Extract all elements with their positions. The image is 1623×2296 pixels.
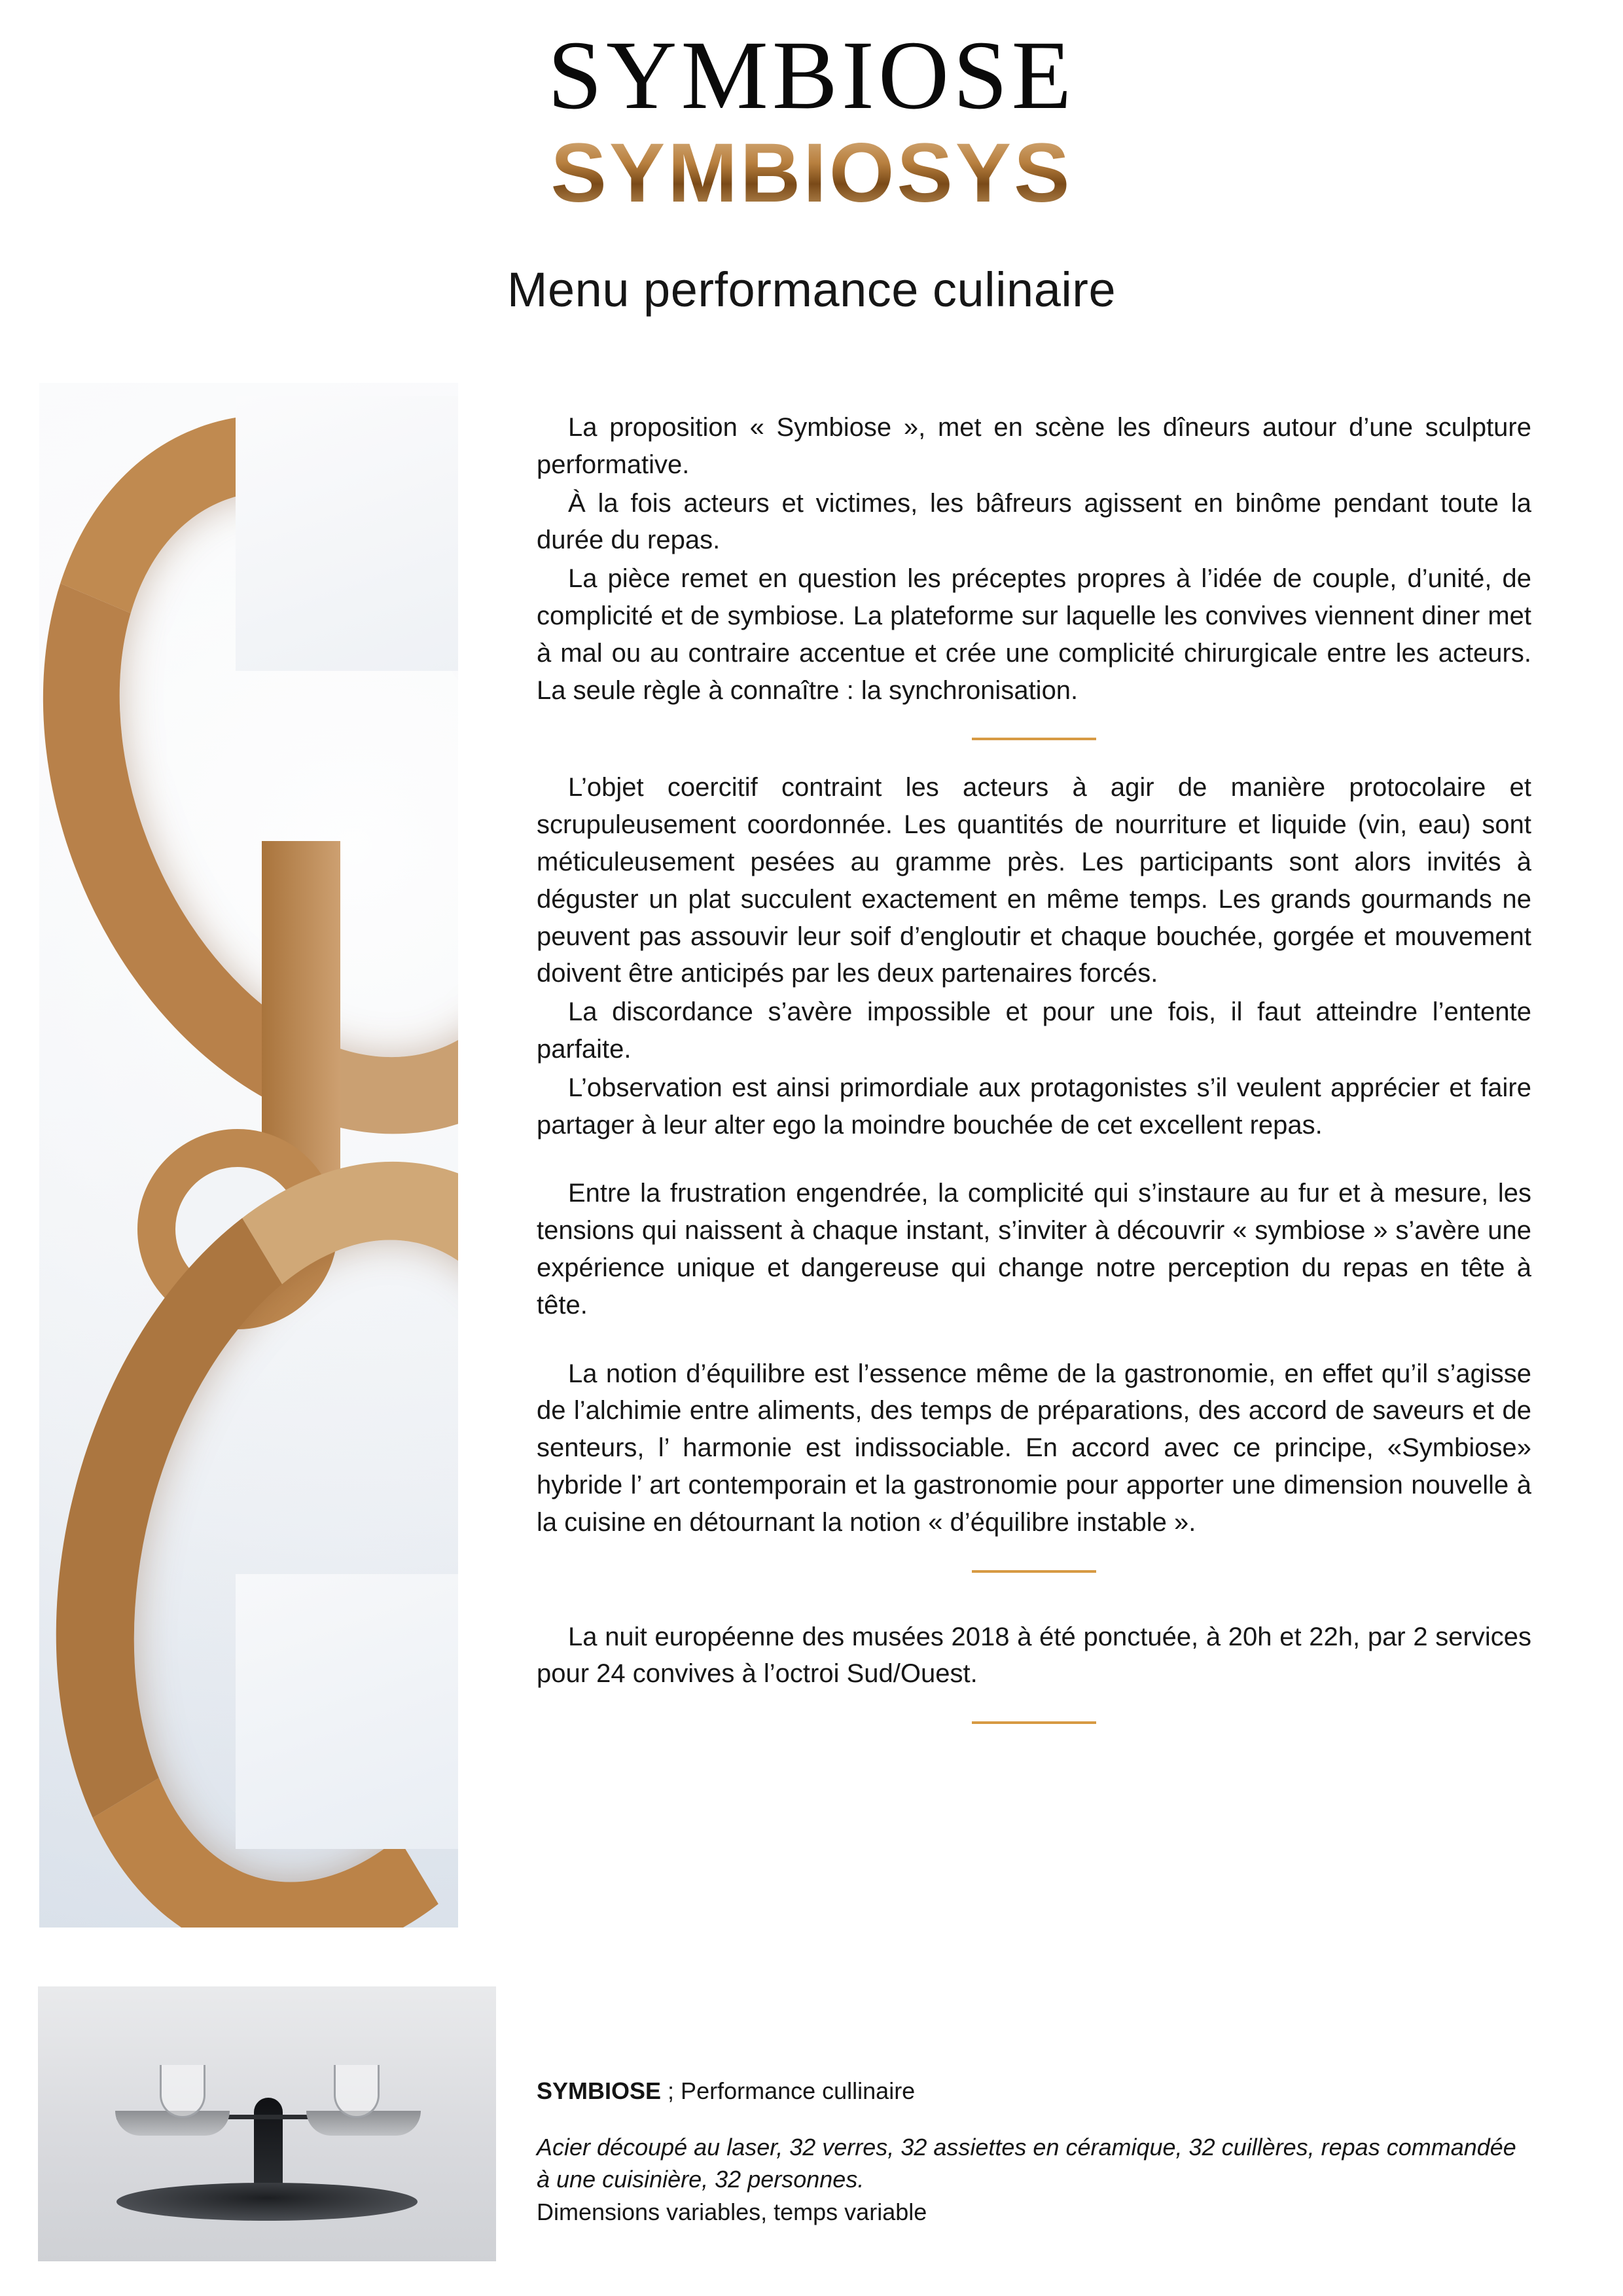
sculpture-image: [39, 383, 458, 1928]
divider-1: [972, 738, 1096, 740]
main-text-column: [537, 409, 1531, 1753]
caption-title-bold: SYMBIOSE: [537, 2077, 662, 2104]
spacer-3: [537, 1602, 1531, 1619]
spacer-1: [537, 1145, 1531, 1175]
paragraph-1: La proposition « Symbiose », met en scène les dîneurs autour d’une sculpture performative.: [537, 413, 1531, 479]
ring-top-mask: [236, 396, 458, 671]
paragraph-9: La nuit européenne des musées 2018 à été ponctuée, à 20h et 22h, par 2 services pour 24 convives à l’octroi Sud/Ouest.: [537, 1622, 1531, 1689]
logo-secondary-text: SYMBIOSYS: [0, 130, 1623, 217]
spacer-2: [537, 1325, 1531, 1355]
photo-glass-right: [334, 2065, 380, 2118]
divider-2: [972, 1570, 1096, 1573]
paragraph-3: La pièce remet en question les préceptes propres à l’idée de couple, d’unité, de complicité et de symbiose. La plateforme sur laquelle les convives viennent diner met à mal ou au contraire accentue et crée une complicité chirurgicale entre les acteurs. La seule règle à connaître : la synchronisation.: [537, 564, 1531, 705]
paragraph-6: L’observation est ainsi primordiale aux protagonistes s’il veulent apprécier et faire partager à leur alter ego la moindre bouchée de cet excellent repas.: [537, 1073, 1531, 1139]
caption-title-rest: ; Performance cullinaire: [661, 2077, 916, 2104]
paragraph-7: Entre la frustration engendrée, la complicité qui s’instaure au fur et à mesure, les tensions qui naissent à chaque instant, s’inviter à découvrir « symbiose » s’avère une expérience unique et dangereuse qui change notre perception du repas en tête à tête.: [537, 1179, 1531, 1319]
photo-glass-left: [160, 2065, 205, 2118]
caption-title-line: [537, 2075, 1531, 2108]
paragraph-5: La discordance s’avère impossible et pour une fois, il faut atteindre l’entente parfaite.: [537, 997, 1531, 1064]
logo-primary-text: SYMBIOSE: [547, 21, 1076, 130]
paragraph-2: À la fois acteurs et victimes, les bâfreurs agissent en binôme pendant toute la durée du repas.: [537, 488, 1531, 555]
logo-block: [0, 21, 1623, 220]
paragraph-4: L’objet coercitif contraint les acteurs à agir de manière protocolaire et scrupuleusement coordonnée. Les quantités de nourriture et liquide (vin, eau) sont méticuleusement pesées au gramme près. Les participants sont alors invités à déguster un plat succulent exactement en même temps. Les grands gourmands ne peuvent pas assouvir leur soif d’engloutir et chaque bouchée, gorgée et mouvement doivent être anticipés par les deux partenaires forcés.: [537, 773, 1531, 988]
ring-bottom-mask: [236, 1574, 458, 1849]
installation-photo: [38, 1986, 496, 2261]
photo-base-plate: [116, 2183, 418, 2221]
photo-central-pillar: [254, 2098, 283, 2196]
caption-materials: Acier découpé au laser, 32 verres, 32 assiettes en céramique, 32 cuillères, repas commandée à une cuisinière, 32 personnes.: [537, 2133, 1516, 2193]
divider-3: [972, 1721, 1096, 1724]
caption-dimensions: Dimensions variables, temps variable: [537, 2198, 927, 2226]
page-title: Menu performance culinaire: [507, 262, 1116, 317]
paragraph-8: La notion d’équilibre est l’essence même de la gastronomie, en effet qu’il s’agisse de l’alchimie entre aliments, des temps de préparations, des accord de saveurs et de senteurs, l’ harmonie est indissociable. En accord avec ce principe, «Symbiose» hybride l’ art contemporain et la gastronomie pour apporter une dimension nouvelle à la cuisine en détournant la notion « d’équilibre instable ».: [537, 1359, 1531, 1537]
artwork-caption: [537, 2075, 1531, 2229]
